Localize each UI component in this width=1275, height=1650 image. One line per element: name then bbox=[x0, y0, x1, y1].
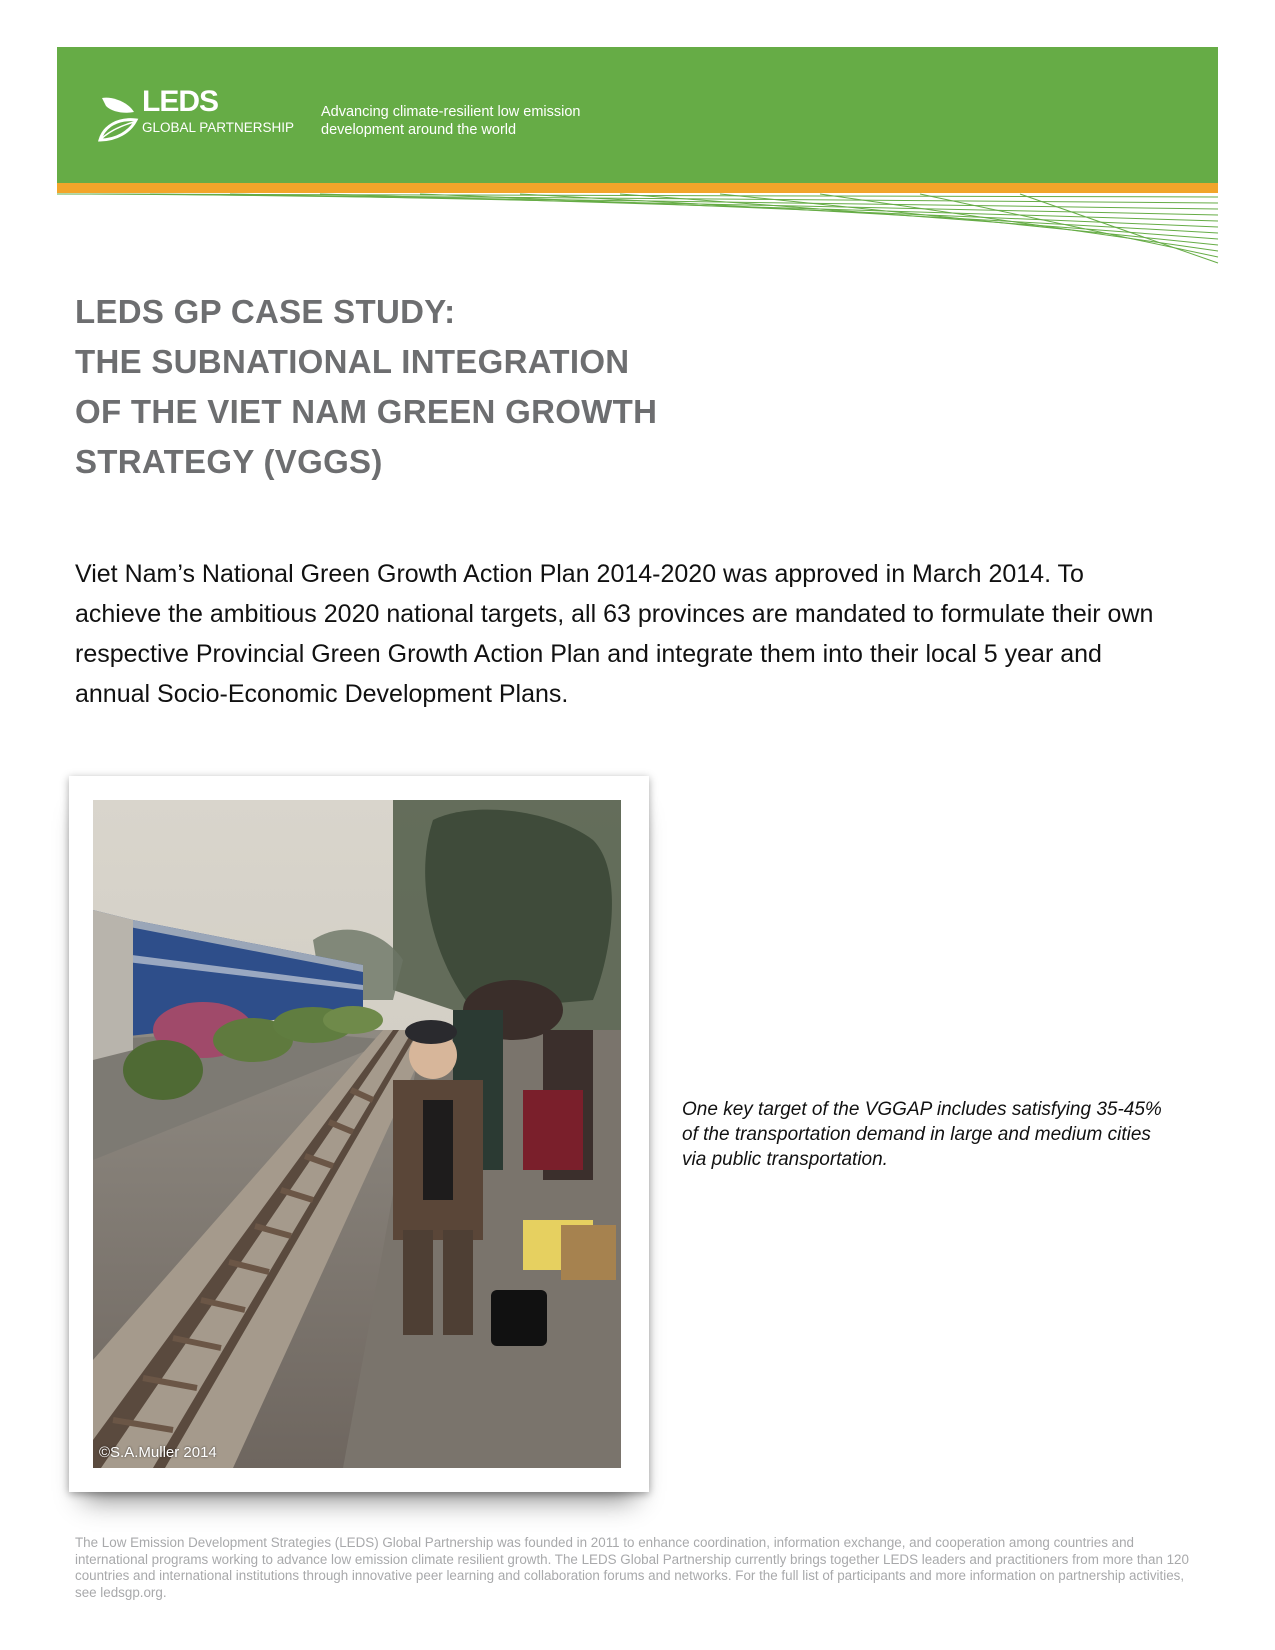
tagline-line-1: Advancing climate-resilient low emission bbox=[321, 104, 581, 120]
leaf-icon bbox=[98, 92, 140, 144]
title-line-3: OF THE VIET NAM GREEN GROWTH bbox=[75, 393, 658, 430]
logo-subtitle: GLOBAL PARTNERSHIP bbox=[142, 120, 295, 135]
title-line-2: THE SUBNATIONAL INTEGRATION bbox=[75, 343, 630, 380]
photo-credit: ©S.A.Muller 2014 bbox=[99, 1444, 217, 1461]
intro-paragraph: Viet Nam’s National Green Growth Action Plan 2014-2020 was approved in March 2014. To achieve the ambitious 2020 national targets, all 63 provinces are mandated to formulate their own respective Provincial Green Growth Action Plan and integrate them into their local 5 year and annual Socio-Economic Development Plans. bbox=[75, 560, 1154, 708]
footer-about-text: The Low Emission Development Strategies (LEDS) Global Partnership was founded in 2011 to enhance coordination, information exchange, and cooperation among countries and international programs working to advance low emission climate resilient growth. The LEDS Global Partnership currently brings together LEDS leaders and practitioners from more than 120 countries and international institutions through innovative peer learning and collaboration forums and networks. For the full list of participants and more information on partnership activities, see ledsgp.org. bbox=[75, 1535, 1189, 1600]
title-line-4: STRATEGY (VGGS) bbox=[75, 443, 383, 480]
title-line-1: LEDS GP CASE STUDY: bbox=[75, 293, 456, 330]
railway-platform-photo bbox=[93, 800, 621, 1468]
leds-logo[interactable] bbox=[98, 85, 318, 146]
tagline-line-2: development around the world bbox=[321, 122, 517, 138]
case-study-title bbox=[75, 287, 975, 487]
photo-frame bbox=[69, 776, 649, 1492]
logo-name: LEDS bbox=[142, 85, 219, 118]
photo-caption: One key target of the VGGAP includes satisfying 35-45% of the transportation demand in large and medium cities via public transportation. bbox=[682, 1099, 1162, 1170]
railway-scene-illustration bbox=[93, 800, 621, 1468]
header-tagline bbox=[321, 103, 621, 139]
